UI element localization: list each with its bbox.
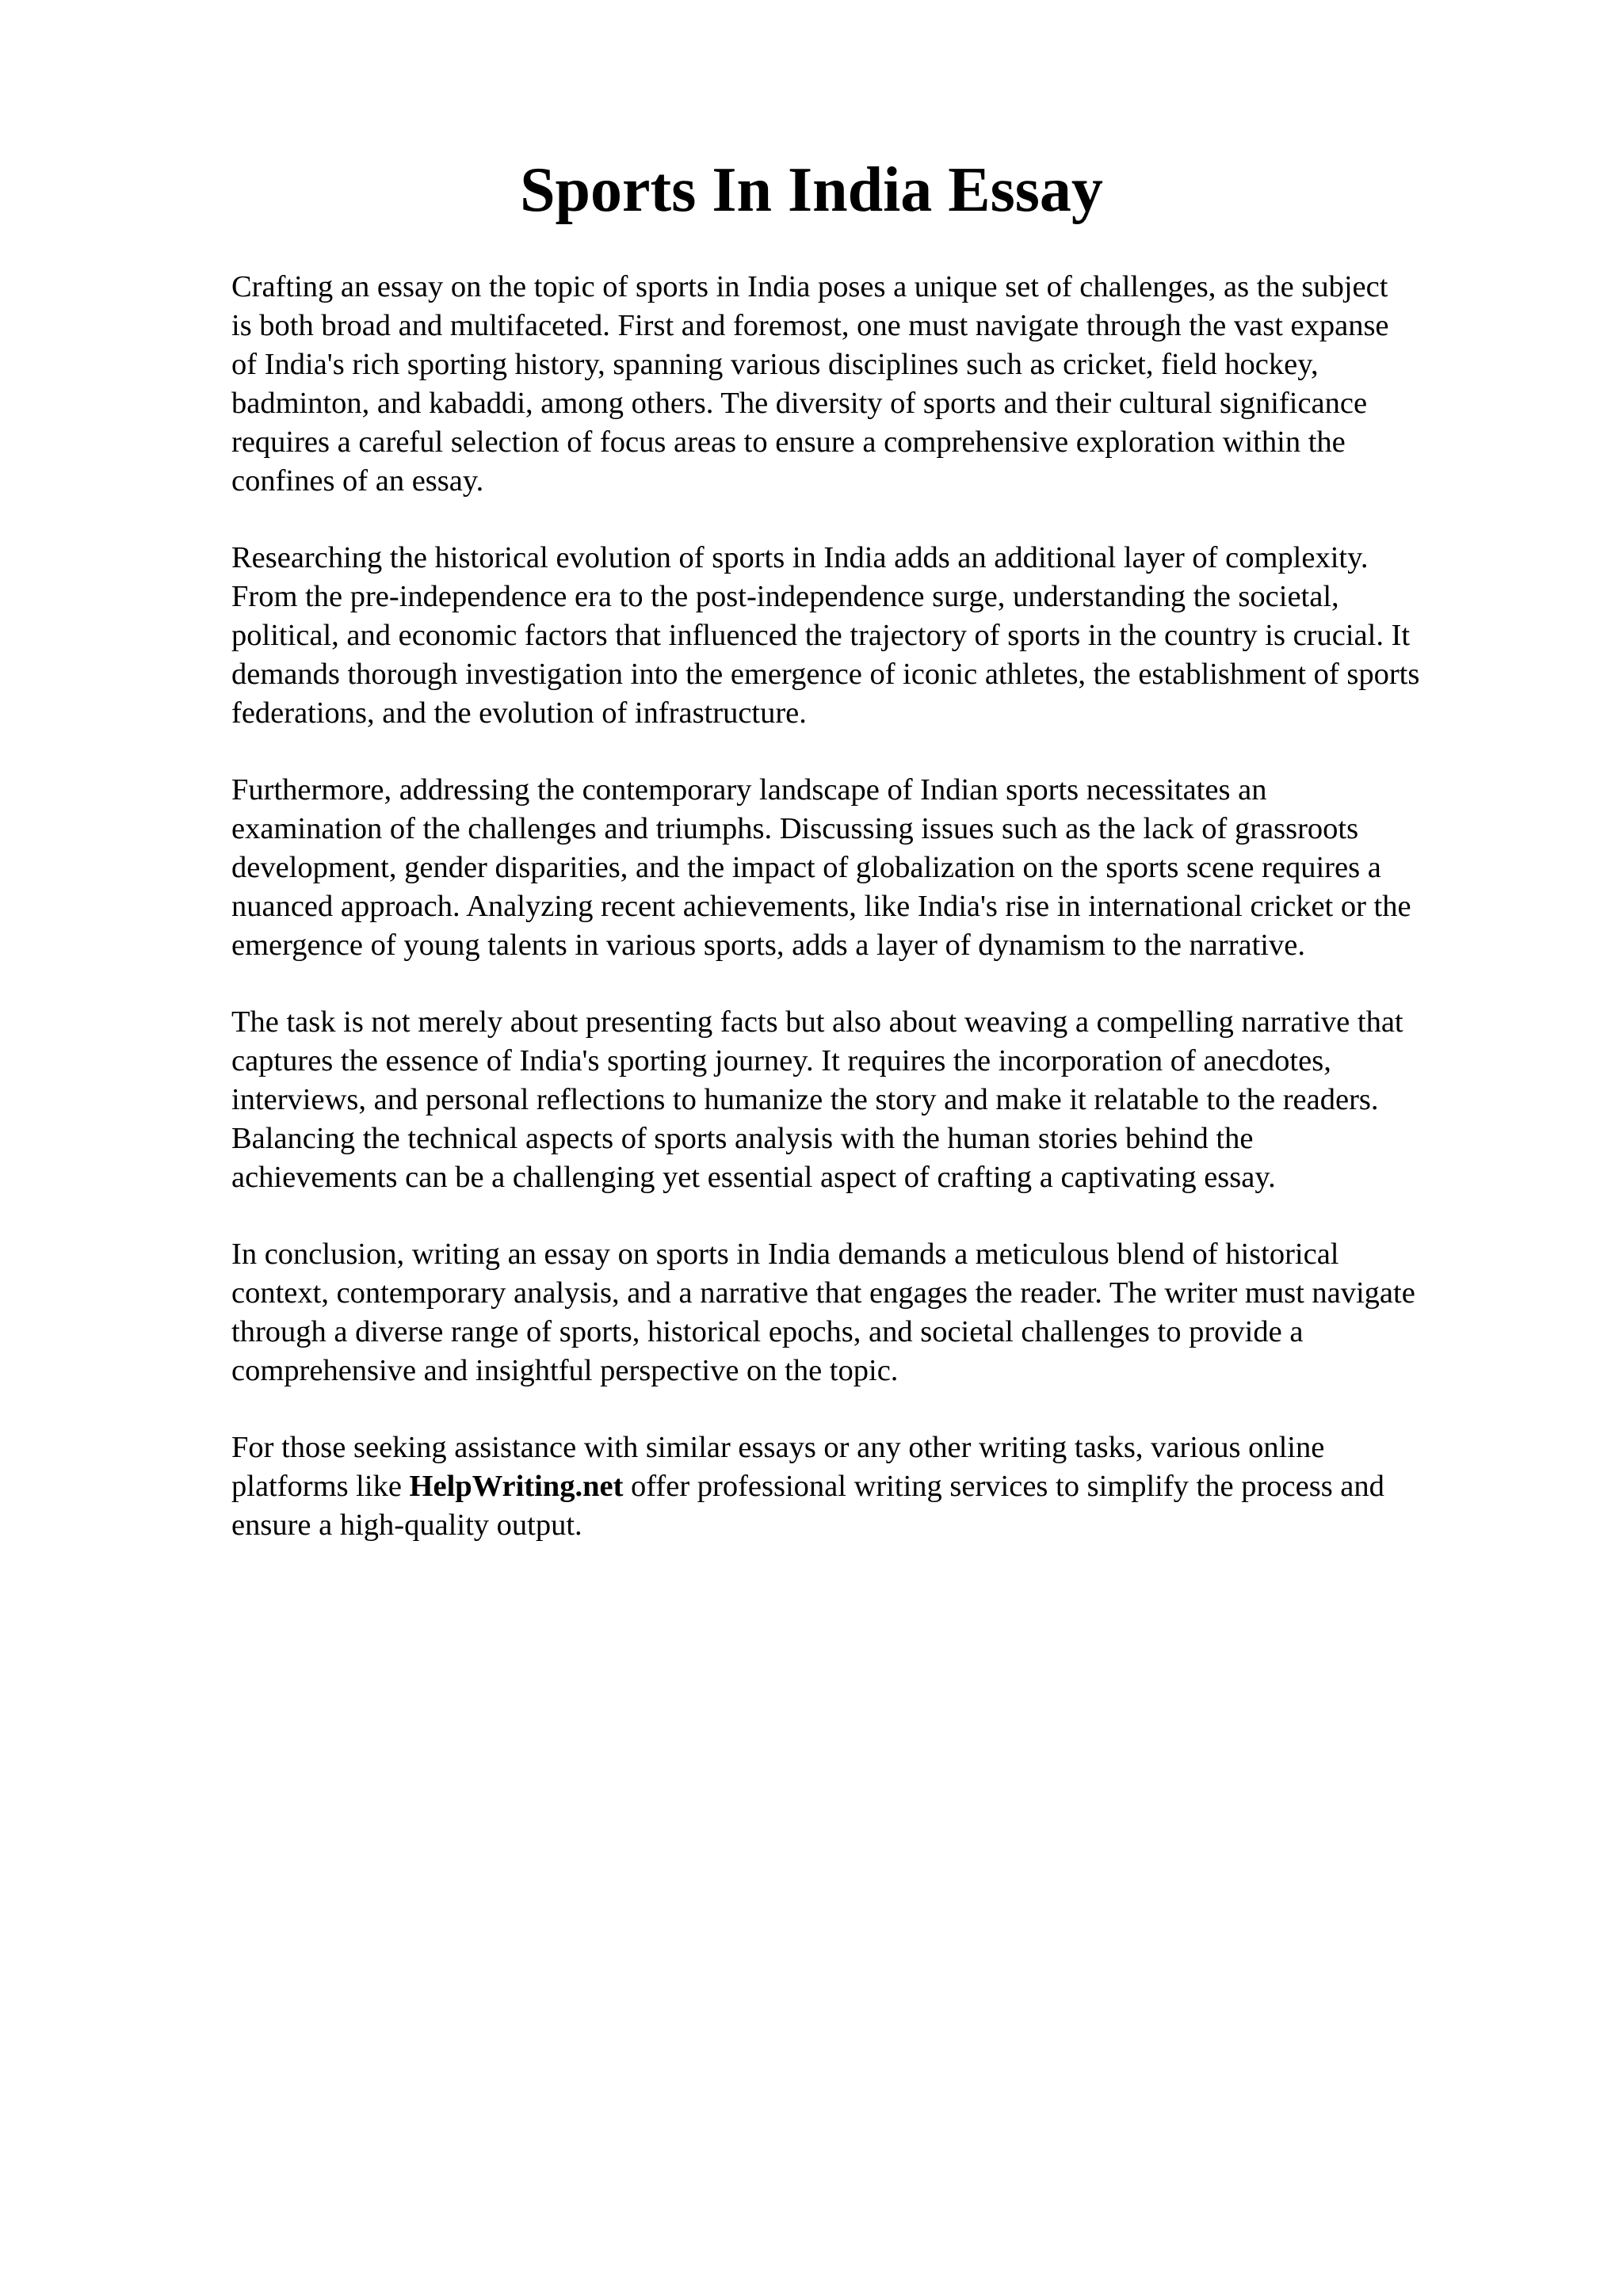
text-line: Crafting an essay on the topic of sports in India poses a unique set of challenges, as the subject [231,270,1388,303]
text-line: comprehensive and insightful perspective on the topic. [231,1354,899,1387]
text-line: Researching the historical evolution of sports in India adds an additional layer of complexity. [231,541,1369,574]
paragraph-2 [231,539,1515,733]
text-line: of India's rich sporting history, spanning various disciplines such as cricket, field hockey, [231,348,1319,381]
text-line: confines of an essay. [231,464,484,498]
text-line: requires a careful selection of focus areas to ensure a comprehensive exploration within the [231,425,1346,459]
text-line: badminton, and kabaddi, among others. The diversity of sports and their cultural significance [231,387,1368,420]
text-line: context, contemporary analysis, and a narrative that engages the reader. The writer must navigate [231,1276,1415,1310]
text-line: development, gender disparities, and the impact of globalization on the sports scene requires a [231,851,1381,884]
text-segment: offer professional writing services to simplify the process and [623,1470,1384,1503]
paragraph-1 [231,268,1515,501]
text-line: federations, and the evolution of infrastructure. [231,696,807,730]
text-line: through a diverse range of sports, historical epochs, and societal challenges to provide a [231,1315,1304,1348]
paragraph-5 [231,1235,1515,1390]
text-line: captures the essence of India's sporting journey. It requires the incorporation of anecdotes, [231,1044,1331,1077]
text-line: ensure a high-quality output. [231,1508,582,1542]
text-line: From the pre-independence era to the post-independence surge, understanding the societal, [231,580,1339,613]
text-line: political, and economic factors that influenced the trajectory of sports in the country is crucial. It [231,619,1411,652]
text-line: nuanced approach. Analyzing recent achievements, like India's rise in international cricket or the [231,890,1411,923]
text-line [231,1467,1515,1506]
text-segment: platforms like [231,1470,410,1503]
text-line: emergence of young talents in various sports, adds a layer of dynamism to the narrative. [231,929,1305,962]
helpwriting-brand: HelpWriting.net [409,1470,624,1503]
document-title: Sports In India Essay [520,155,1103,225]
essay-body [231,268,1515,1583]
paragraph-3 [231,771,1515,965]
text-line: For those seeking assistance with similar essays or any other writing tasks, various online [231,1431,1325,1464]
text-line: demands thorough investigation into the emergence of iconic athletes, the establishment of sports [231,658,1420,691]
text-line: examination of the challenges and triumphs. Discussing issues such as the lack of grassroots [231,812,1359,845]
text-line: is both broad and multifaceted. First and foremost, one must navigate through the vast expanse [231,309,1389,342]
closing-paragraph [231,1428,1515,1545]
text-line: interviews, and personal reflections to humanize the story and make it relatable to the readers. [231,1083,1379,1116]
text-line: Balancing the technical aspects of sports analysis with the human stories behind the [231,1122,1254,1155]
text-line: achievements can be a challenging yet essential aspect of crafting a captivating essay. [231,1161,1276,1194]
text-line: The task is not merely about presenting facts but also about weaving a compelling narrative that [231,1005,1403,1039]
text-line: Furthermore, addressing the contemporary landscape of Indian sports necessitates an [231,773,1267,807]
paragraph-4 [231,1003,1515,1197]
text-line: In conclusion, writing an essay on sports in India demands a meticulous blend of historical [231,1238,1339,1271]
